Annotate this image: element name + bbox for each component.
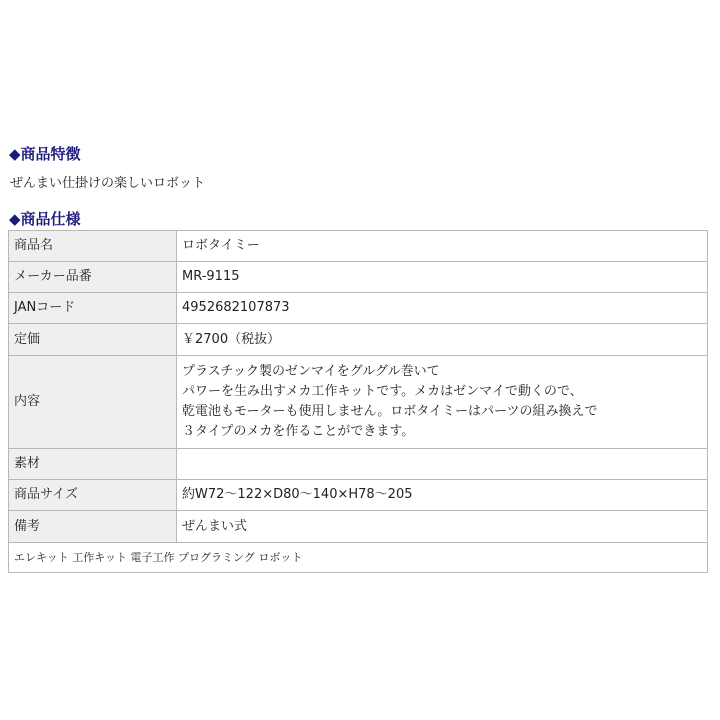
spec-row-contents xyxy=(9,356,708,449)
spec-label: 定価 xyxy=(9,324,177,356)
description-line: プラスチック製のゼンマイをグルグル巻いて xyxy=(182,364,440,379)
spec-value: 4952682107873 xyxy=(177,293,708,324)
spec-label: メーカー品番 xyxy=(9,262,177,293)
spec-label: 素材 xyxy=(9,449,177,480)
spec-heading: ◆商品仕様 xyxy=(9,210,81,228)
spec-label: JANコード xyxy=(9,293,177,324)
spec-row-tags xyxy=(9,543,708,573)
spec-row-material xyxy=(9,449,708,480)
spec-value: MR-9115 xyxy=(177,262,708,293)
spec-row-size xyxy=(9,480,708,511)
spec-value: ぜんまい式 xyxy=(177,511,708,543)
spec-label: 内容 xyxy=(9,356,177,449)
spec-row-price xyxy=(9,324,708,356)
spec-value: ロボタイミー xyxy=(177,231,708,262)
spec-value xyxy=(177,449,708,480)
description-line: パワーを生み出すメカ工作キットです。メカはゼンマイで動くので、 xyxy=(182,384,583,399)
spec-value: 約W72～122×D80～140×H78～205 xyxy=(177,480,708,511)
features-text: ぜんまい仕掛けの楽しいロボット xyxy=(10,176,206,191)
spec-label: 商品名 xyxy=(9,231,177,262)
spec-row-maker-code xyxy=(9,262,708,293)
spec-table xyxy=(8,230,708,573)
spec-value: ￥2700（税抜） xyxy=(177,324,708,356)
tags-text: エレキット 工作キット 電子工作 プログラミング ロボット xyxy=(9,543,708,573)
spec-label: 備考 xyxy=(9,511,177,543)
features-heading: ◆商品特徴 xyxy=(9,145,81,163)
spec-label: 商品サイズ xyxy=(9,480,177,511)
description-line: 乾電池もモーターも使用しません。ロボタイミーはパーツの組み換えで xyxy=(182,404,598,419)
spec-row-jan xyxy=(9,293,708,324)
spec-row-name xyxy=(9,231,708,262)
spec-row-notes xyxy=(9,511,708,543)
description-line: ３タイプのメカを作ることができます。 xyxy=(182,424,415,439)
spec-value-description xyxy=(177,356,708,449)
